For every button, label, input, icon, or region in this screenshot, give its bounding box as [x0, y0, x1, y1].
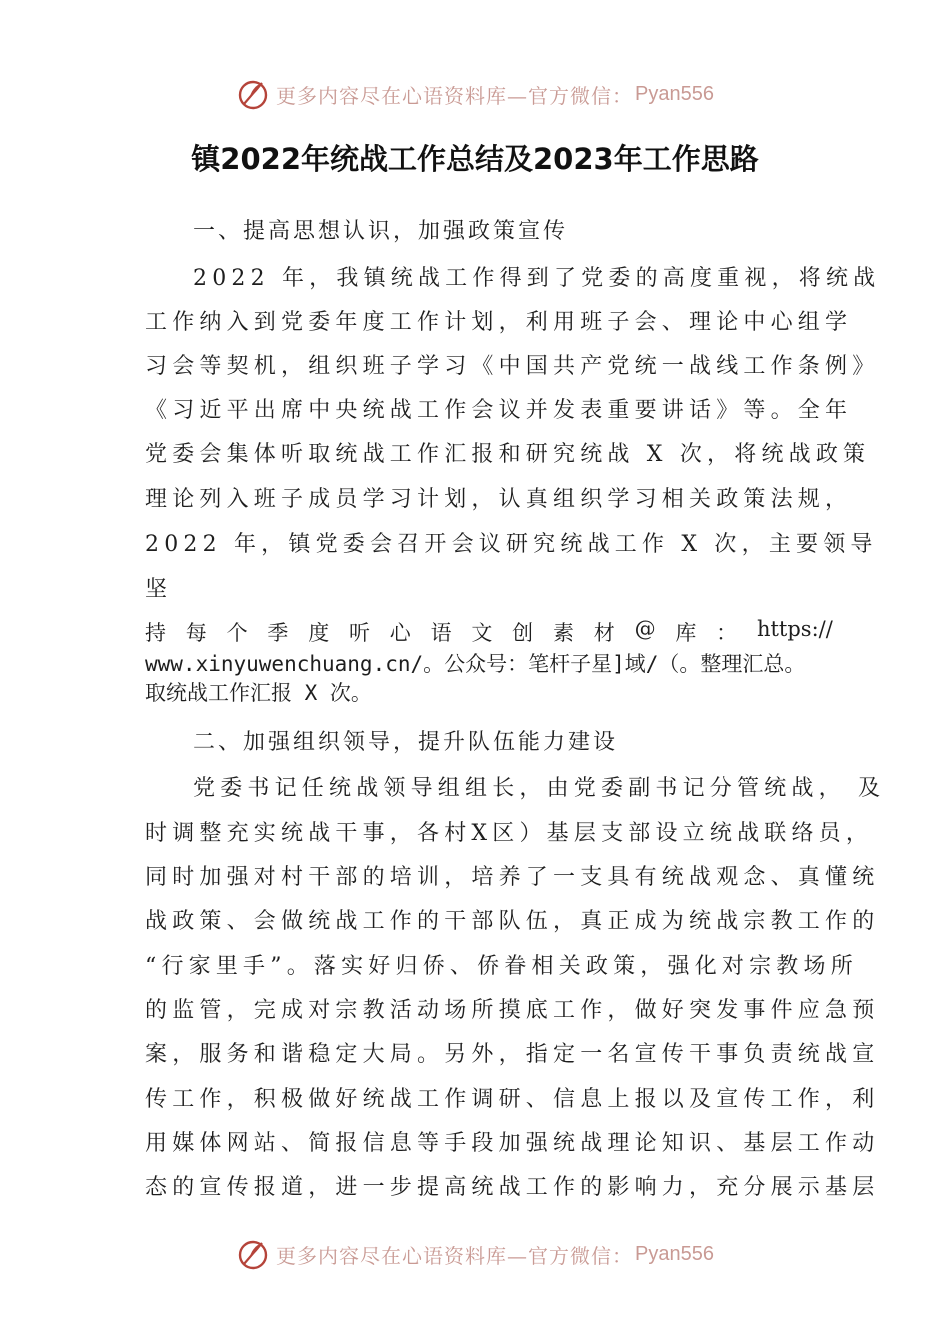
- watermark-wechat-id: Pyan556: [635, 82, 714, 105]
- paragraph-line: 习会等契机，组织班子学习《中国共产党统一战线工作条例》: [145, 354, 880, 379]
- section-heading-1: 一、提高思想认识，加强政策宣传: [193, 219, 569, 244]
- spread-char: ：: [716, 621, 738, 645]
- spread-char: 创: [512, 621, 534, 645]
- paragraph-line: 2022 年，镇党委会召开会议研究统战工作 X 次，主要领导: [145, 532, 878, 557]
- spread-char: @: [634, 617, 656, 641]
- spread-char: 材: [593, 621, 615, 645]
- paragraph-line: 坚: [145, 577, 173, 602]
- paragraph-line: 时调整充实统战干事，各村X区）基层支部设立统战联络员，: [145, 821, 874, 846]
- paragraph-line: 态的宣传报道，进一步提高统战工作的影响力，充分展示基层: [145, 1175, 880, 1200]
- paragraph-line: 的监管，完成对宗教活动场所摸底工作，做好突发事件应急预: [145, 998, 880, 1023]
- spread-char: 文: [471, 621, 493, 645]
- paragraph-line: 案，服务和谐稳定大局。另外，指定一名宣传干事负责统战宣: [145, 1042, 880, 1067]
- spread-char: 库: [675, 621, 697, 645]
- watermark-text: 更多内容尽在心语资料库—官方微信：: [276, 83, 634, 108]
- paragraph-line: 《习近平出席中央统战工作会议并发表重要讲话》等。全年: [145, 398, 853, 423]
- quill-logo-icon: [236, 77, 270, 111]
- spread-char: 素: [552, 621, 574, 645]
- watermark-text: 更多内容尽在心语资料库—官方微信：: [276, 1243, 634, 1268]
- paragraph-line: 理论列入班子成员学习计划，认真组织学习相关政策法规，: [145, 487, 853, 512]
- paragraph-line: “行家里手”。落实好归侨、侨眷相关政策，强化对宗教场所: [145, 954, 858, 979]
- spread-char: 度: [308, 621, 330, 645]
- spread-char: 心: [389, 621, 411, 645]
- paragraph-line: 同时加强对村干部的培训，培养了一支具有统战观念、真懂统: [145, 865, 880, 890]
- paragraph-line: 党委书记任统战领导组组长，由党委副书记分管统战， 及: [193, 776, 886, 801]
- paragraph-line: 党委会集体听取统战工作汇报和研究统战 X 次，将统战政策: [145, 442, 871, 467]
- paragraph-line: 战政策、会做统战工作的干部队伍，真正成为统战宗教工作的: [145, 909, 880, 934]
- spread-char: 季: [267, 621, 289, 645]
- watermark-banner-bottom: [0, 1234, 950, 1274]
- spread-char: 个: [226, 621, 248, 645]
- paragraph-line: 2022 年，我镇统战工作得到了党委的高度重视，将统战: [193, 266, 881, 291]
- spread-char: 听: [348, 621, 370, 645]
- quill-logo-icon: [236, 1237, 270, 1271]
- paragraph-line: 传工作，积极做好统战工作调研、信息上报以及宣传工作，利: [145, 1087, 880, 1112]
- watermark-wechat-id: Pyan556: [635, 1242, 714, 1265]
- source-url-line: www.xinyuwenchuang.cn/。公众号：笔杆子星]域/（。整理汇总。: [145, 652, 806, 676]
- spread-text-line: [145, 617, 833, 647]
- watermark-banner-top: [0, 74, 950, 114]
- document-title: 镇2022年统战工作总结及2023年工作思路: [191, 142, 759, 176]
- spread-char: 每: [185, 621, 207, 645]
- section-heading-2: 二、加强组织领导，提升队伍能力建设: [193, 730, 619, 755]
- paragraph-line: 用媒体网站、简报信息等手段加强统战理论知识、基层工作动: [145, 1131, 880, 1156]
- spread-char: 持: [145, 621, 166, 645]
- spread-char: https://: [756, 617, 833, 641]
- paragraph-line: 工作纳入到党委年度工作计划，利用班子会、理论中心组学: [145, 310, 853, 335]
- paragraph-line: 取统战工作汇报 X 次。: [145, 681, 372, 705]
- spread-char: 语: [430, 621, 452, 645]
